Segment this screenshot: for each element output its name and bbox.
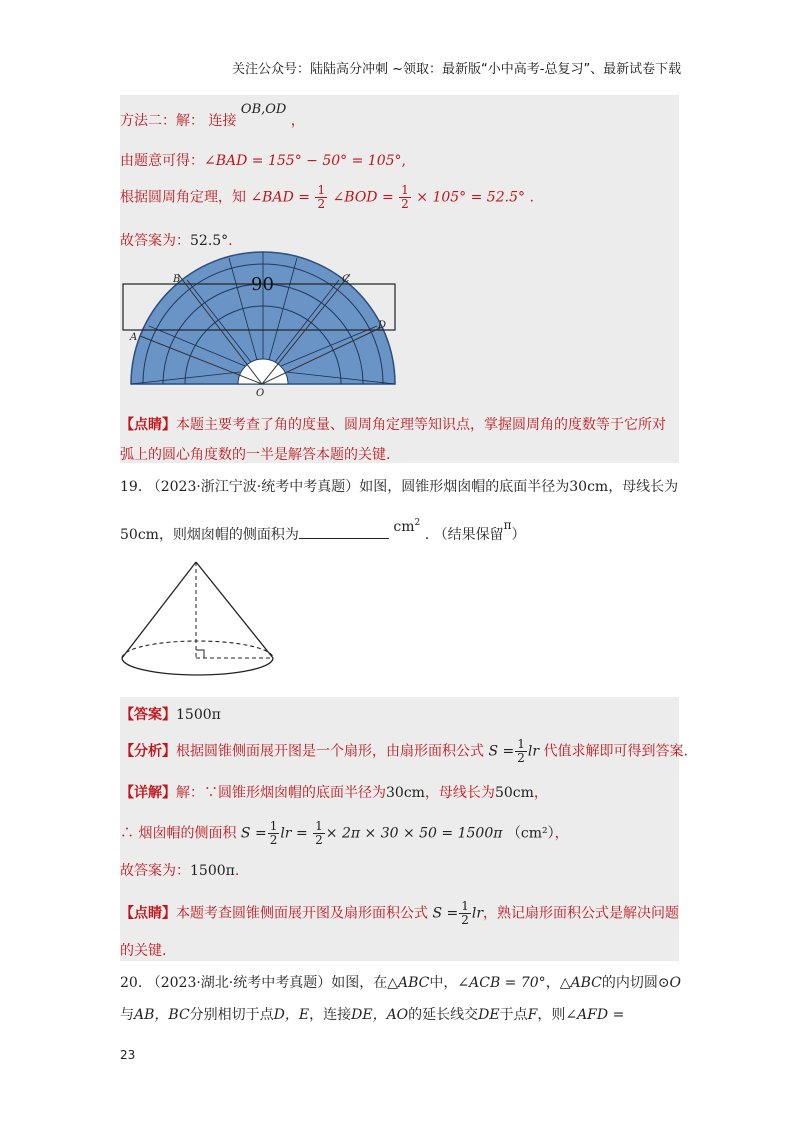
answer-blank	[299, 526, 389, 539]
comment-19-line1: 【点睛】本题考查圆锥侧面展开图及扇形面积公式 S = $\frac{1}{2}$ lr，熟记扇形面积公式是解决问题	[120, 899, 680, 927]
protractor-figure	[118, 250, 408, 400]
answer-line-19: 【答案】1500π	[120, 707, 221, 723]
analysis-line: 【分析】根据圆锥侧面展开图是一个扇形，由扇形面积公式 S = $\frac{1}{2}$ lr 代值求解即可得到答案.	[120, 737, 688, 765]
point-label-o: O	[256, 388, 265, 399]
protractor-label-90: 90	[251, 274, 274, 295]
comment-line2: 弧上的圆心角度数的一半是解答本题的关键.	[120, 447, 391, 463]
page-header: 关注公众号：陆陆高分冲刺 ~领取：最新版“小中高考-总复习”、最新试卷下载	[232, 62, 682, 77]
comment-line1: 【点睛】本题主要考查了角的度量、圆周角定理等知识点，掌握圆周角的度数等于它所对	[120, 417, 666, 433]
detail-line1: 【详解】解：∵圆锥形烟囱帽的底面半径为30cm，母线长为50cm，	[120, 785, 548, 801]
q20-line1: 20. （2023·湖北·统考中考真题）如图，在△ABC中，∠ACB = 70°，△ABC的内切圆⊙O	[120, 975, 682, 991]
cone-figure	[118, 560, 280, 680]
point-label-d: D	[378, 320, 387, 331]
method2-line: 方法二：解： 连接 OB,OD ，	[120, 102, 305, 129]
detail-line2: ∴ 烟囱帽的侧面积 S = $\frac{1}{2}$ lr = $\frac{1}{2}$ × 2π × 30 × 50 = 1500π （cm²），	[120, 819, 569, 847]
final-answer-19: 故答案为：1500π.	[120, 863, 240, 879]
point-label-c: C	[342, 274, 350, 285]
q19-line2: 50cm，则烟囱帽的侧面积为 $cm^2$ . （结果保留π）	[120, 518, 526, 543]
q19-line1: 19. （2023·浙江宁波·统考中考真题）如图，圆锥形烟囱帽的底面半径为30cm，母线长为	[120, 479, 679, 495]
answer-line-18: 故答案为：52.5°.	[120, 233, 233, 249]
point-label-b: B	[173, 274, 181, 285]
theorem-line: 根据圆周角定理，知 ∠BAD = $\frac{1}{2}$ ∠BOD = $\frac{1}{2}$ × 105° = 52.5° .	[120, 183, 534, 211]
q20-line2: 与AB，BC分别相切于点D，E，连接DE，AO的延长线交DE于点F，则∠AFD =	[120, 1007, 625, 1023]
point-label-a: A	[130, 332, 138, 343]
given-line: 由题意可得：∠BAD = 155° − 50° = 105°,	[120, 153, 406, 169]
comment-19-line2: 的关键.	[120, 943, 167, 959]
page-number: 23	[120, 1048, 136, 1062]
